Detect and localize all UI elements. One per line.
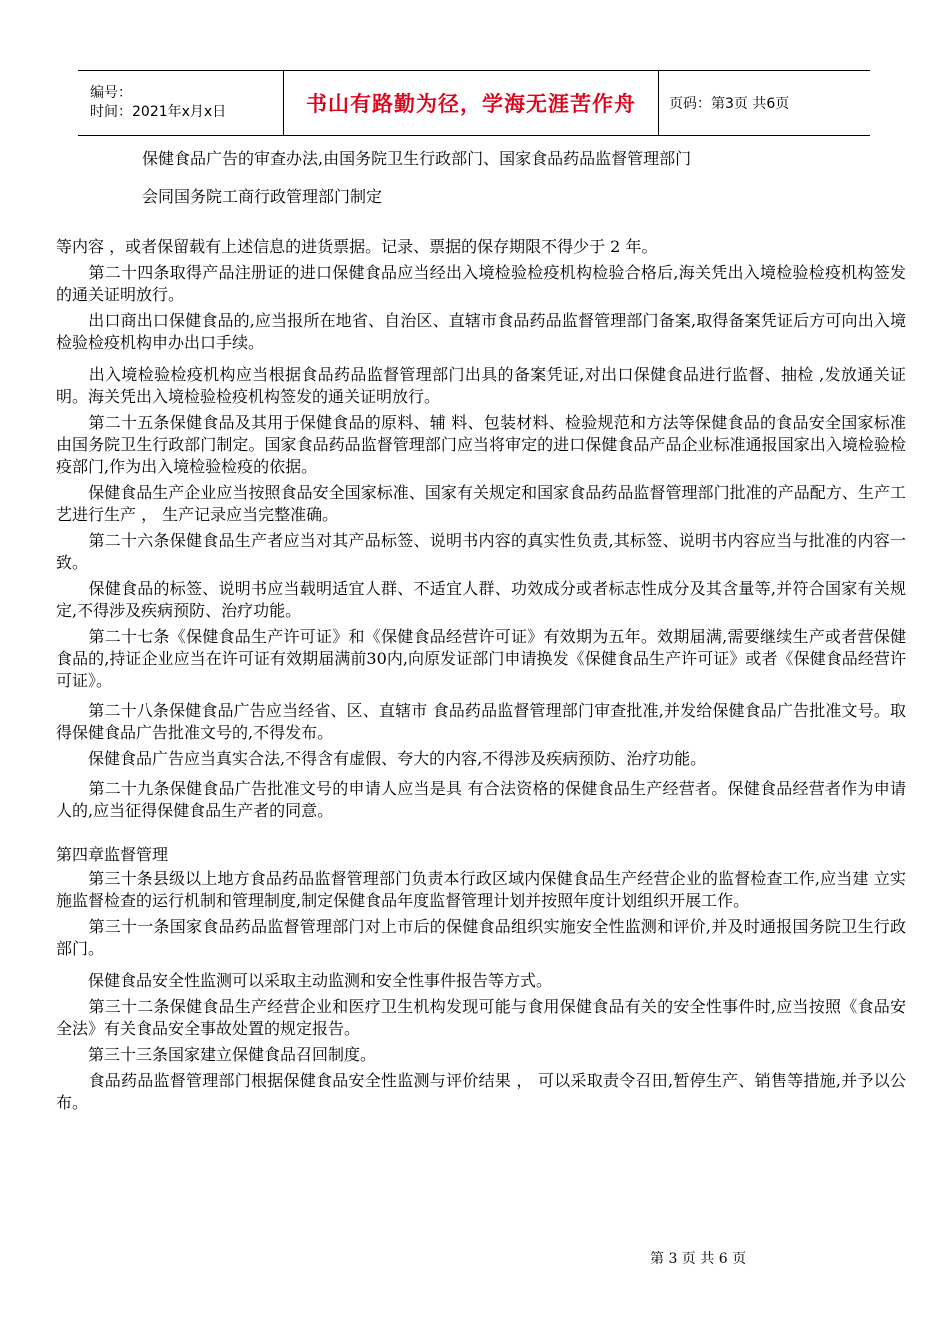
paragraph: 第二十四条取得产品注册证的进口保健食品应当经出入境检验检疫机构检验合格后,海关凭出入境检验检疫机构签发的通关证明放行。 <box>56 263 906 304</box>
preamble-line-1: 保健食品广告的审查办法,由国务院卫生行政部门、国家食品药品监督管理部门 <box>142 149 692 168</box>
paragraph: 保健食品的标签、说明书应当载明适宜人群、不适宜人群、功效成分或者标志性成分及其含量等,并符合国家有关规定,不得涉及疾病预防、治疗功能。 <box>56 579 906 620</box>
header-page-cell <box>659 71 870 135</box>
paragraph: 等内容 ，或者保留载有上述信息的进货票据。记录、票据的保存期限不得少于 2 年。 <box>56 237 658 256</box>
paragraph: 第二十八条保健食品广告应当经省、区、直辖市 食品药品监督管理部门审查批准,并发给保健食品广告批准文号。取得保健食品广告批准文号的,不得发布。 <box>56 701 906 742</box>
paragraph: 第二十七条《保健食品生产许可证》和《保健食品经营许可证》有效期为五年。效期届满,需要继续生产或者营保健食品的,持证企业应当在许可证有效期届满前30内,向原发证部门申请换发《保健食品生产许可证》或者《保健食品经营许可证》。 <box>56 627 906 690</box>
header-page-number: 页码：第3页 共6页 <box>669 96 790 112</box>
paragraph: 第二十六条保健食品生产者应当对其产品标签、说明书内容的真实性负责,其标签、说明书内容应当与批准的内容一致。 <box>56 531 906 572</box>
header-info <box>78 71 283 135</box>
paragraph: 保健食品广告应当真实合法,不得含有虚假、夸大的内容,不得涉及疾病预防、治疗功能。 <box>56 749 707 768</box>
paragraph: 食品药品监督管理部门根据保健食品安全性监测与评价结果 ， 可以采取责令召田,暂停生产、销售等措施,并予以公布。 <box>56 1071 906 1112</box>
page-footer: 第 3 页 共 6 页 <box>650 1251 747 1267</box>
document-body <box>56 236 906 1114</box>
chapter-title: 第四章监督管理 <box>56 845 169 864</box>
paragraph: 第二十九条保健食品广告批准文号的申请人应当是具 有合法资格的保健食品生产经营者。保健食品经营者作为申请人的,应当征得保健食品生产者的同意。 <box>56 779 906 820</box>
paragraph: 第三十三条国家建立保健食品召回制度。 <box>56 1045 377 1064</box>
paragraph: 第三十二条保健食品生产经营企业和医疗卫生机构发现可能与食用保健食品有关的安全性事件时,应当按照《食品安全法》有关食品安全事故处置的规定报告。 <box>56 997 906 1038</box>
header-motto-cell <box>283 71 659 135</box>
paragraph: 第二十五条保健食品及其用于保健食品的原料、辅 料、包装材料、检验规范和方法等保健食品的食品安全国家标准由国务院卫生行政部门制定。国家食品药品监督管理部门应当将审定的进口保健食品产品企业标准通报国家出入境检验检疫部门,作为出入境检验检疫的依据。 <box>56 413 906 476</box>
paragraph: 出入境检验检疫机构应当根据食品药品监督管理部门出具的备案凭证,对出口保健食品进行监督、抽检 ,发放通关证明。海关凭出入境检验检疫机构签发的通关证明放行。 <box>56 365 906 406</box>
document-number: 编号： <box>90 85 132 101</box>
paragraph: 保健食品安全性监测可以采取主动监测和安全性事件报告等方式。 <box>56 971 553 990</box>
paragraph: 保健食品生产企业应当按照食品安全国家标准、国家有关规定和国家食品药品监督管理部门批准的产品配方、生产工艺进行生产 ， 生产记录应当完整准确。 <box>56 483 906 524</box>
paragraph: 出口商出口保健食品的,应当报所在地省、自治区、直辖市食品药品监督管理部门备案,取得备案凭证后方可向出入境检验检疫机构申办出口手续。 <box>56 311 906 352</box>
paragraph: 第三十条县级以上地方食品药品监督管理部门负责本行政区域内保健食品生产经营企业的监督检查工作,应当建 立实施监督检查的运行机制和管理制度,制定保健食品年度监督管理计划并按照年度计划组织开展工作。 <box>56 869 906 910</box>
document-date: 时间：2021年x月x日 <box>90 104 227 120</box>
motto: 书山有路勤为径，学海无涯苦作舟 <box>306 92 636 116</box>
preamble-line-2: 会同国务院工商行政管理部门制定 <box>142 187 383 206</box>
paragraph: 第三十一条国家食品药品监督管理部门对上市后的保健食品组织实施安全性监测和评价,并及时通报国务院卫生行政部门。 <box>56 917 906 958</box>
page-header <box>78 70 870 136</box>
